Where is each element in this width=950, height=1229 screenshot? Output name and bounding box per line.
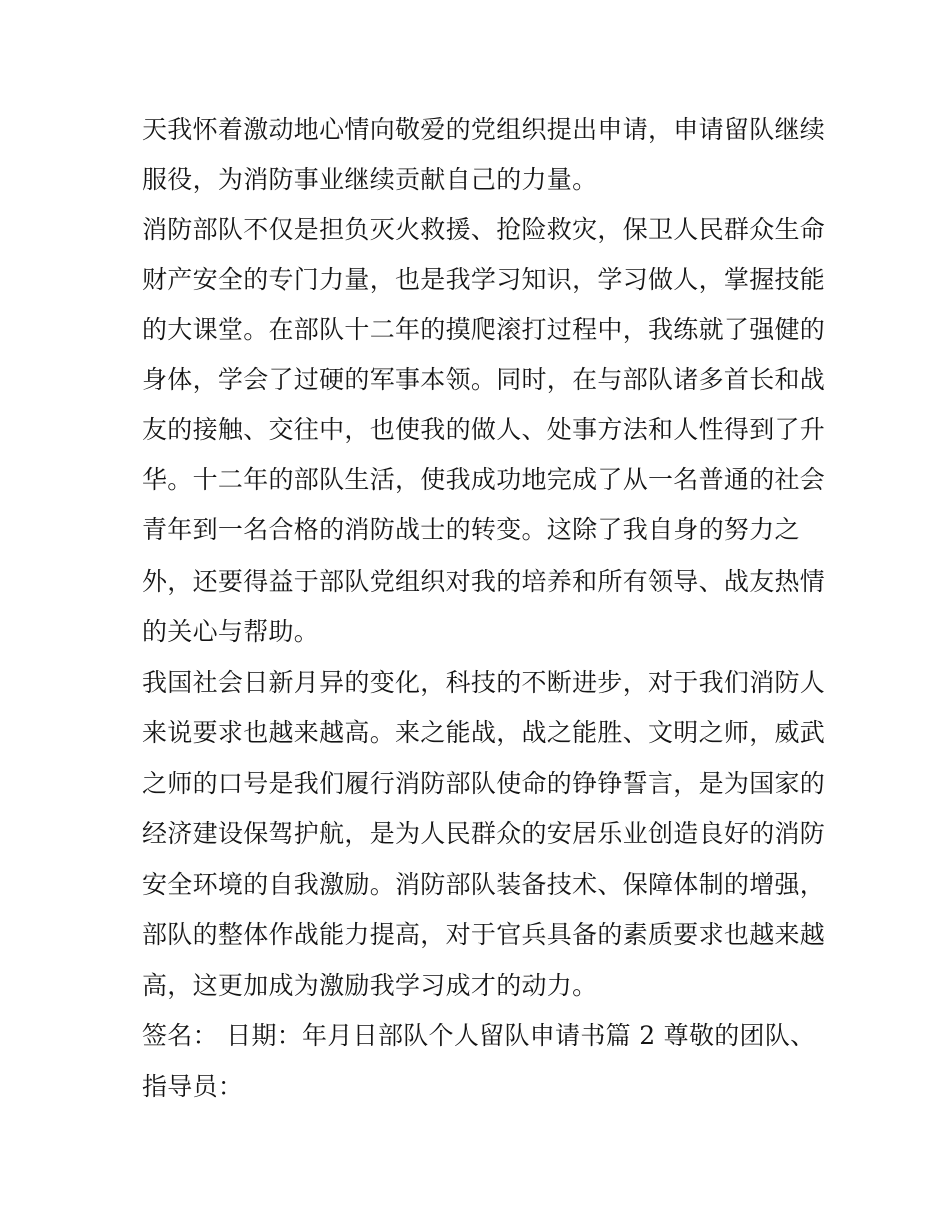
text-line: 的大课堂。在部队十二年的摸爬滚打过程中，我练就了强健的 bbox=[142, 315, 826, 344]
text-line: 来说要求也越来越高。来之能战，战之能胜、文明之师，威武 bbox=[142, 718, 826, 747]
text-line: 的关心与帮助。 bbox=[142, 617, 320, 646]
text-line: 天我怀着激动地心情向敬爱的党组织提出申请，申请留队继续 bbox=[142, 115, 826, 144]
text-line: 签名： 日期：年月日部队个人留队申请书篇 2 尊敬的团队、 bbox=[142, 1021, 816, 1050]
text-line: 我国社会日新月异的变化，科技的不断进步，对于我们消防人 bbox=[142, 668, 826, 697]
text-line: 安全环境的自我激励。消防部队装备技术、保障体制的增强， bbox=[142, 870, 826, 899]
text-line: 外，还要得益于部队党组织对我的培养和所有领导、战友热情 bbox=[142, 567, 826, 596]
text-line: 身体，学会了过硬的军事本领。同时，在与部队诸多首长和战 bbox=[142, 365, 826, 394]
text-line: 部队的整体作战能力提高，对于官兵具备的素质要求也越来越 bbox=[142, 920, 826, 949]
text-line: 青年到一名合格的消防战士的转变。这除了我自身的努力之 bbox=[142, 515, 800, 544]
text-line: 高，这更加成为激励我学习成才的动力。 bbox=[142, 971, 598, 1000]
text-line: 消防部队不仅是担负灭火救援、抢险救灾，保卫人民群众生命 bbox=[142, 215, 826, 244]
text-line: 友的接触、交往中，也使我的做人、处事方法和人性得到了升 bbox=[142, 415, 826, 444]
text-line: 财产安全的专门力量，也是我学习知识，学习做人，掌握技能 bbox=[142, 265, 826, 294]
text-line: 指导员： bbox=[142, 1072, 244, 1101]
text-line: 经济建设保驾护航，是为人民群众的安居乐业创造良好的消防 bbox=[142, 819, 826, 848]
text-line: 华。十二年的部队生活，使我成功地完成了从一名普通的社会 bbox=[142, 465, 826, 494]
text-line: 服役，为消防事业继续贡献自己的力量。 bbox=[142, 165, 598, 194]
text-line: 之师的口号是我们履行消防部队使命的铮铮誓言，是为国家的 bbox=[142, 769, 826, 798]
